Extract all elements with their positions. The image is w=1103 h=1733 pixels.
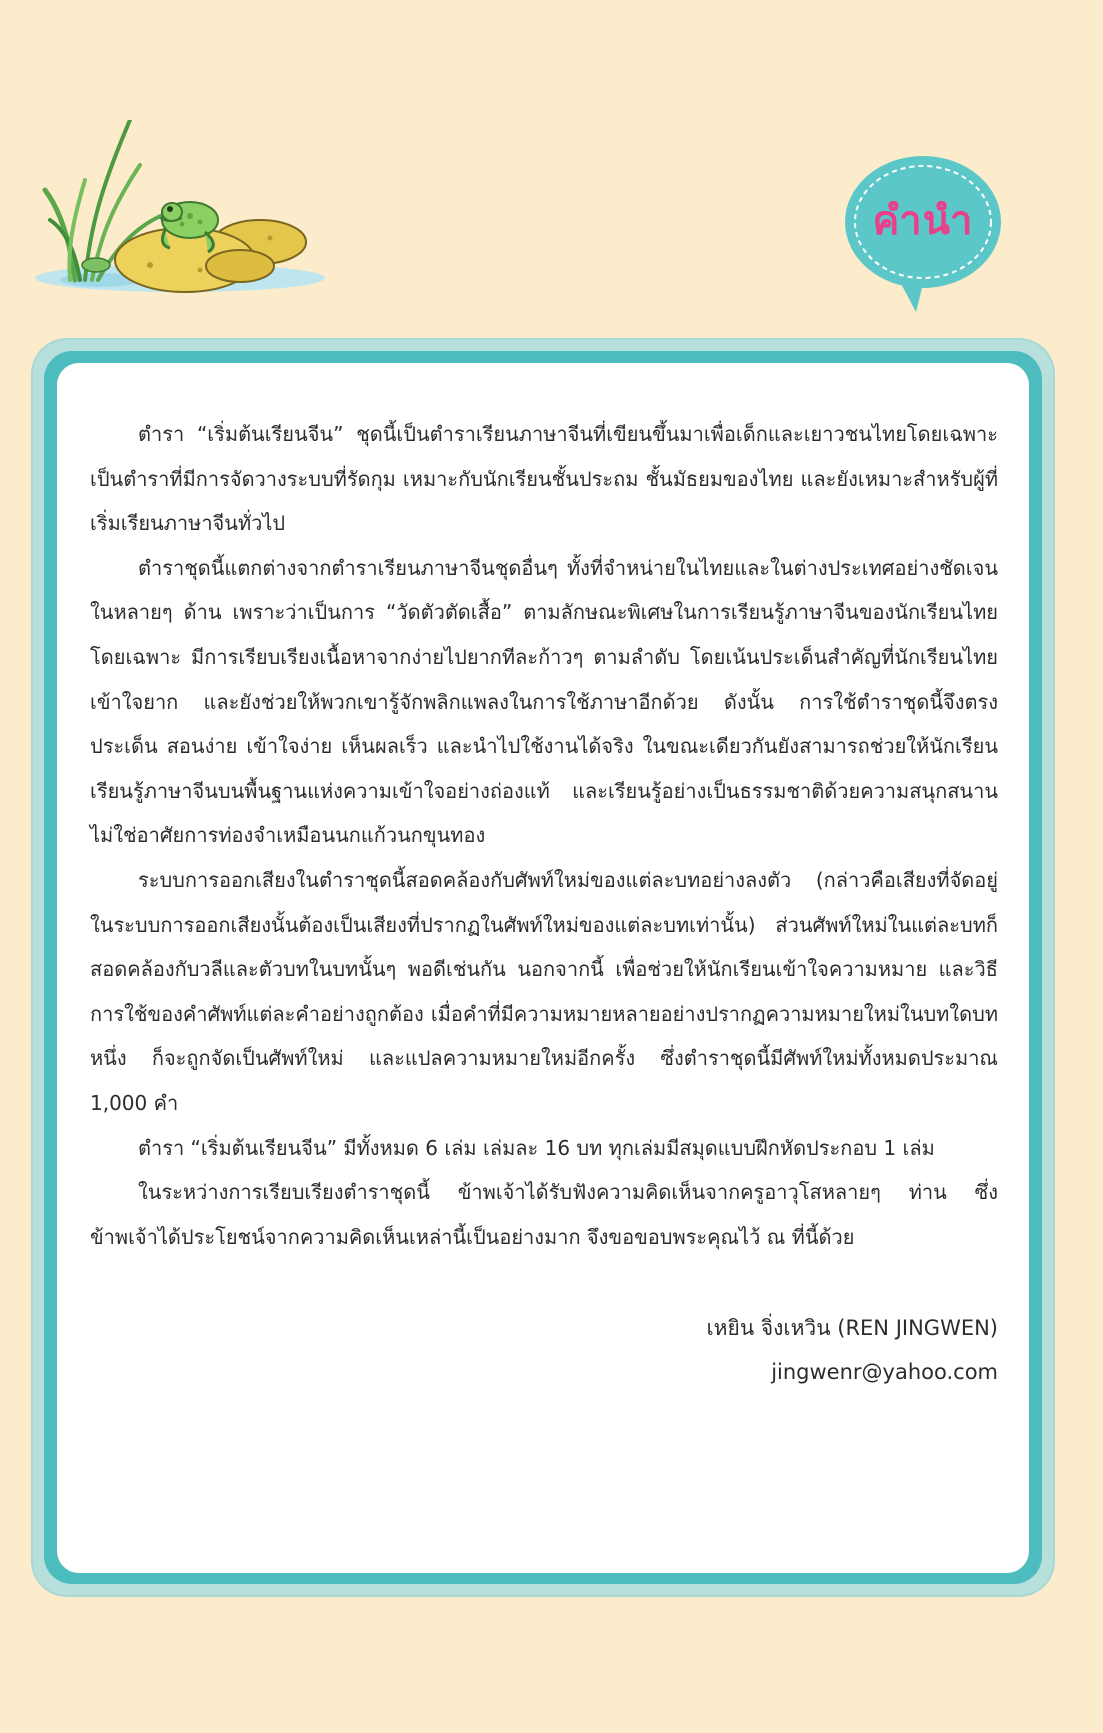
preface-paragraph: ตำรา “เริ่มต้นเรียนจีน” มีทั้งหมด 6 เล่ม เล่มละ 16 บท ทุกเล่มมีสมุดแบบฝึกหัดประกอบ 1 เล่ม	[138, 1135, 935, 1160]
author-name: เหยิน จิ่งเหวิน (REN JINGWEN)	[706, 1316, 998, 1340]
preface-paragraph: ระบบการออกเสียงในตำราชุดนี้สอดคล้องกับศัพท์ใหม่ของแต่ละบทอย่างลงตัว (กล่าวคือเสียงที่จัดอยู่ในระบบการออกเสียงนั้นต้องเป็นเสียงที่ปรากฏในศัพท์ใหม่ของแต่ละบทเท่านั้น) ส่วนศัพท์ใหม่ในแต่ละบทก็สอดคล้องกับวลีและตัวบทในบทนั้นๆ พอดีเช่นกัน นอกจากนี้ เพื่อช่วยให้นักเรียนเข้าใจความหมาย และวิธีการใช้ของคำศัพท์แต่ละคำอย่างถูกต้อง เมื่อคำที่มีความหมายหลายอย่างปรากฏความหมายใหม่ในบทใดบทหนึ่ง ก็จะถูกจัดเป็นศัพท์ใหม่ และแปลความหมายใหม่อีกครั้ง ซึ่งตำราชุดนี้มีศัพท์ใหม่ทั้งหมดประมาณ 1,000 คำ	[90, 867, 998, 1115]
frog-illustration	[30, 120, 350, 330]
preface-body	[90, 412, 998, 1259]
author-email: jingwenr@yahoo.com	[771, 1360, 998, 1384]
preface-paragraph: ตำราชุดนี้แตกต่างจากตำราเรียนภาษาจีนชุดอื่นๆ ทั้งที่จำหน่ายในไทยและในต่างประเทศอย่างชัดเจนในหลายๆ ด้าน เพราะว่าเป็นการ “วัดตัวตัดเสื้อ” ตามลักษณะพิเศษในการเรียนรู้ภาษาจีนของนักเรียนไทยโดยเฉพาะ มีการเรียบเรียงเนื้อหาจากง่ายไปยากทีละก้าวๆ ตามลำดับ โดยเน้นประเด็นสำคัญที่นักเรียนไทยเข้าใจยาก และยังช่วยให้พวกเขารู้จักพลิกแพลงในการใช้ภาษาอีกด้วย ดังนั้น การใช้ตำราชุดนี้จึงตรงประเด็น สอนง่าย เข้าใจง่าย เห็นผลเร็ว และนำไปใช้งานได้จริง ในขณะเดียวกันยังสามารถช่วยให้นักเรียนเรียนรู้ภาษาจีนบนพื้นฐานแห่งความเข้าใจอย่างถ่องแท้ และเรียนรู้อย่างเป็นธรรมชาติด้วยความสนุกสนาน ไม่ใช่อาศัยการท่องจำเหมือนนกแก้วนกขุนทอง	[90, 555, 998, 848]
page-title: คำนำ	[872, 198, 974, 244]
preface-paragraph: ตำรา “เริ่มต้นเรียนจีน” ชุดนี้เป็นตำราเรียนภาษาจีนที่เขียนขึ้นมาเพื่อเด็กและเยาวชนไทยโดยเฉพาะ เป็นตำราที่มีการจัดวางระบบที่รัดกุม เหมาะกับนักเรียนชั้นประถม ชั้นมัธยมของไทย และยังเหมาะสำหรับผู้ที่เริ่มเรียนภาษาจีนทั่วไป	[90, 422, 998, 536]
author-signature	[707, 1306, 999, 1394]
preface-paragraph: ในระหว่างการเรียบเรียงตำราชุดนี้ ข้าพเจ้าได้รับฟังความคิดเห็นจากครูอาวุโสหลายๆ ท่าน ซึ่งข้าพเจ้าได้ประโยชน์จากความคิดเห็นเหล่านี้เป็นอย่างมาก จึงขอขอบพระคุณไว้ ณ ที่นี้ด้วย	[90, 1180, 998, 1249]
